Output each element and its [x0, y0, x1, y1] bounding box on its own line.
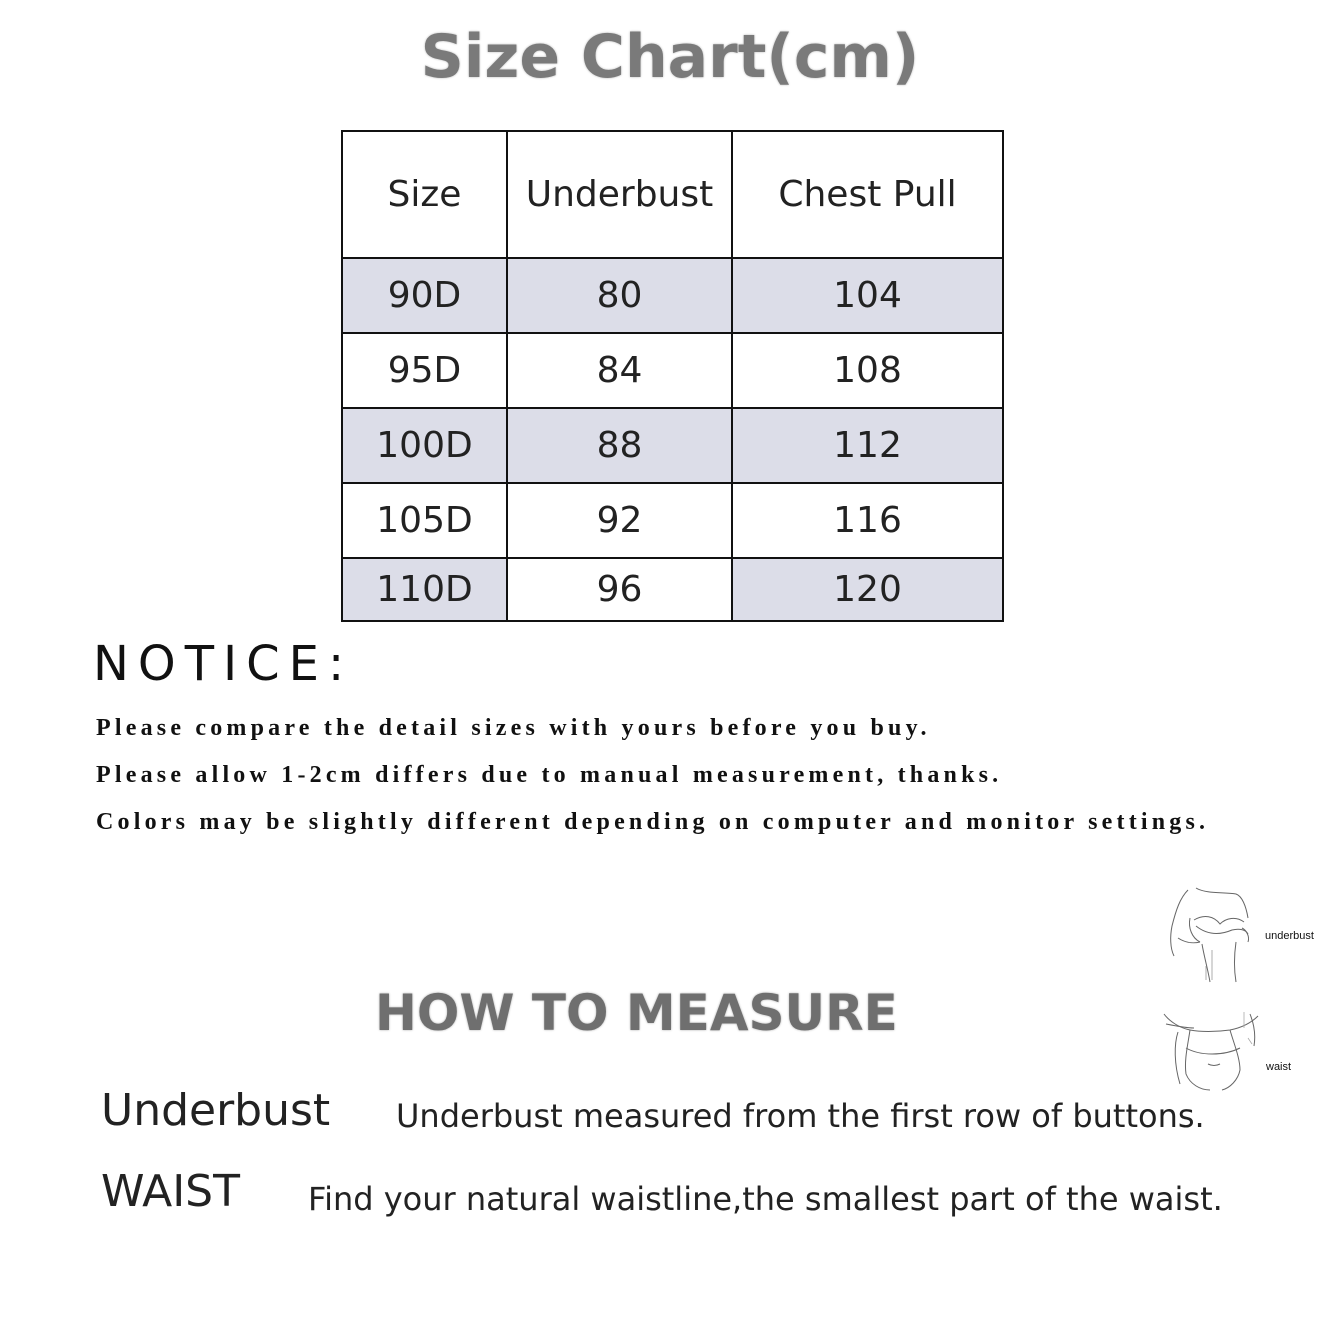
cell-underbust: 96	[507, 558, 732, 621]
cell-underbust: 92	[507, 483, 732, 558]
header-chest-pull: Chest Pull	[732, 131, 1003, 258]
cell-chest-pull: 104	[732, 258, 1003, 333]
waist-figure-label: waist	[1266, 1061, 1292, 1073]
cell-size: 95D	[342, 333, 507, 408]
cell-size: 90D	[342, 258, 507, 333]
size-chart-title: Size Chart(cm)	[420, 22, 920, 92]
table-row	[342, 483, 1003, 558]
table-row	[342, 333, 1003, 408]
cell-size: 105D	[342, 483, 507, 558]
cell-chest-pull: 112	[732, 408, 1003, 483]
cell-underbust: 80	[507, 258, 732, 333]
header-underbust: Underbust	[507, 131, 732, 258]
table-header-row	[342, 131, 1003, 258]
notice-line: Colors may be slightly different depending on computer and monitor settings.	[96, 809, 1210, 835]
notice-title: NOTICE:	[93, 636, 354, 692]
desc-waist: Find your natural waistline,the smallest part of the waist.	[308, 1180, 1223, 1218]
cell-chest-pull: 108	[732, 333, 1003, 408]
cell-chest-pull: 116	[732, 483, 1003, 558]
cell-chest-pull: 120	[732, 558, 1003, 621]
cell-underbust: 88	[507, 408, 732, 483]
table-row	[342, 408, 1003, 483]
underbust-figure-icon	[1166, 884, 1266, 984]
notice-line: Please compare the detail sizes with yours before you buy.	[96, 715, 931, 741]
cell-underbust: 84	[507, 333, 732, 408]
term-waist: WAIST	[101, 1166, 240, 1217]
desc-underbust: Underbust measured from the first row of buttons.	[396, 1097, 1205, 1135]
waist-figure-icon	[1160, 1004, 1264, 1094]
cell-size: 110D	[342, 558, 507, 621]
table-row	[342, 558, 1003, 621]
underbust-figure-label: underbust	[1265, 930, 1314, 942]
cell-size: 100D	[342, 408, 507, 483]
how-to-measure-title: HOW TO MEASURE	[375, 984, 898, 1042]
header-size: Size	[342, 131, 507, 258]
table-row	[342, 258, 1003, 333]
notice-line: Please allow 1-2cm differs due to manual measurement, thanks.	[96, 762, 1003, 788]
term-underbust: Underbust	[101, 1085, 331, 1136]
size-table	[341, 130, 1004, 622]
